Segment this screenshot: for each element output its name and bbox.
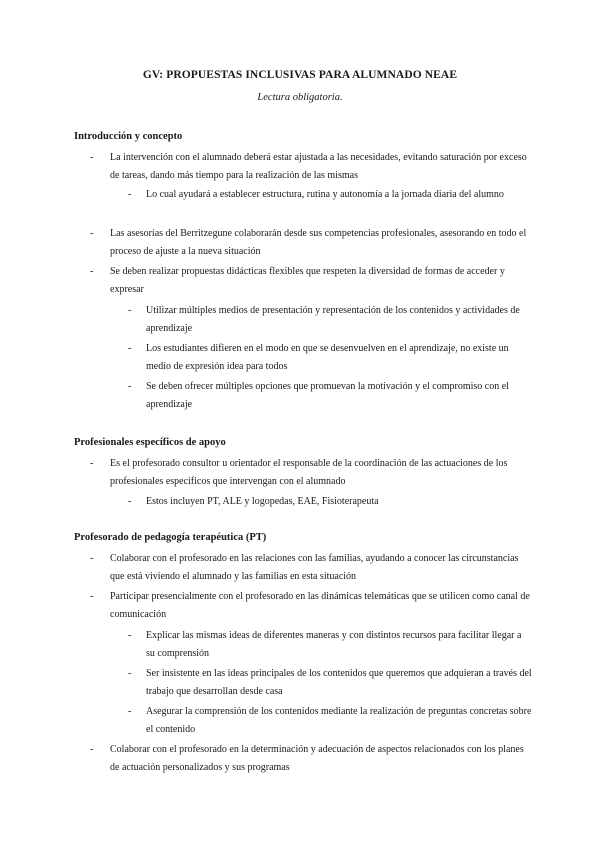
list-item: Participar presencialmente con el profesorado en las dinámicas telemáticas que se utilicen como canal de comunicación bbox=[110, 591, 530, 620]
bullet-dash: - bbox=[128, 706, 132, 717]
document-subtitle: Lectura obligatoria. bbox=[257, 92, 343, 103]
bullet-dash: - bbox=[128, 343, 132, 354]
list-item: Los estudiantes difieren en el modo en que se desenvuelven en el aprendizaje, no existe un medio de expresión idea para todos bbox=[146, 343, 509, 372]
list-item: Se deben ofrecer múltiples opciones que promuevan la motivación y el compromiso con el aprendizaje bbox=[146, 381, 509, 410]
bullet-dash: - bbox=[128, 189, 132, 200]
section-heading-pt: Profesorado de pedagogía terapéutica (PT) bbox=[74, 532, 267, 543]
bullet-dash: - bbox=[90, 591, 94, 602]
bullet-dash: - bbox=[128, 496, 132, 507]
bullet-dash: - bbox=[90, 744, 94, 755]
list-item: Explicar las mismas ideas de diferentes maneras y con distintos recursos para facilitar llegar a su comprensión bbox=[146, 630, 522, 659]
bullet-dash: - bbox=[90, 228, 94, 239]
section-heading-introduccion: Introducción y concepto bbox=[74, 131, 183, 142]
bullet-dash: - bbox=[90, 458, 94, 469]
bullet-dash: - bbox=[90, 266, 94, 277]
list-item: Colaborar con el profesorado en las relaciones con las familias, ayudando a conocer las circunstancias que está viviendo el alumnado y las familias en esta situación bbox=[110, 553, 519, 582]
list-item: Se deben realizar propuestas didácticas flexibles que respeten la diversidad de formas de acceder y expresar bbox=[110, 266, 505, 295]
list-item: Utilizar múltiples medios de presentación y representación de los contenidos y actividades de aprendizaje bbox=[146, 305, 520, 334]
bullet-dash: - bbox=[128, 668, 132, 679]
bullet-dash: - bbox=[90, 152, 94, 163]
bullet-dash: - bbox=[128, 630, 132, 641]
bullet-dash: - bbox=[90, 553, 94, 564]
list-item: Las asesorías del Berritzegune colaborarán desde sus competencias profesionales, asesorando en todo el proceso de ajuste a la nueva situación bbox=[110, 228, 527, 257]
list-item: Ser insistente en las ideas principales de los contenidos que queremos que adquieran a través del trabajo que desarrollan desde casa bbox=[146, 668, 532, 697]
list-item: Es el profesorado consultor u orientador el responsable de la coordinación de las actuaciones de los profesionales específicos que intervengan con el alumnado bbox=[110, 458, 508, 487]
bullet-dash: - bbox=[128, 305, 132, 316]
section-heading-profesionales: Profesionales específicos de apoyo bbox=[74, 437, 226, 448]
document-title: GV: PROPUESTAS INCLUSIVAS PARA ALUMNADO NEAE bbox=[142, 69, 458, 81]
list-item: Lo cual ayudará a establecer estructura, rutina y autonomía a la jornada diaria del alumno bbox=[146, 189, 504, 200]
list-item: Asegurar la comprensión de los contenidos mediante la realización de preguntas concretas sobre el contenido bbox=[146, 706, 532, 735]
list-item: La intervención con el alumnado deberá estar ajustada a las necesidades, evitando saturación por exceso de tareas, dando más tiempo para la realización de las mismas bbox=[110, 152, 527, 181]
list-item: Estos incluyen PT, ALE y logopedas, EAE, Fisioterapeuta bbox=[146, 496, 379, 507]
bullet-dash: - bbox=[128, 381, 132, 392]
list-item: Colaborar con el profesorado en la determinación y adecuación de aspectos relacionados con los planes de actuación personalizados y sus programas bbox=[110, 744, 524, 773]
